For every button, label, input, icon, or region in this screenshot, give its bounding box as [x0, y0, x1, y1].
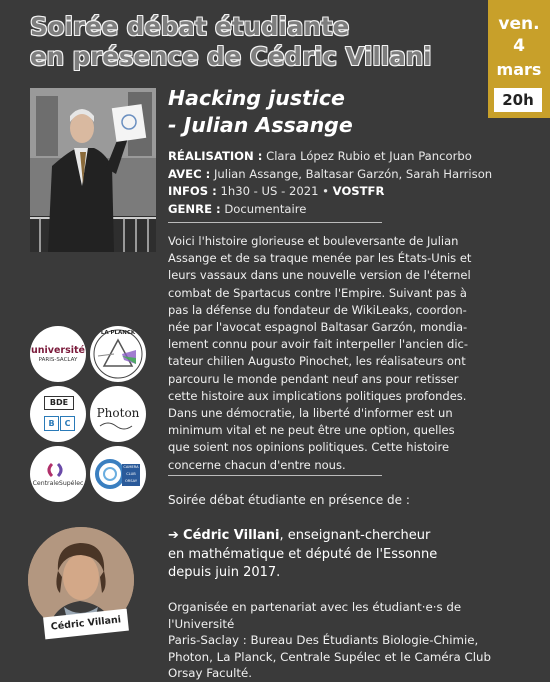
- divider-top: [168, 222, 382, 223]
- logo-text-universite: université: [31, 345, 85, 356]
- guest-description: [168, 527, 508, 583]
- guest-line-1: [168, 527, 508, 546]
- logo-camera-club: [90, 446, 146, 502]
- date-box: [488, 0, 550, 118]
- logo-centralesupelec: [30, 446, 86, 502]
- synopsis: [168, 233, 508, 474]
- logo-text-camera-1: CAMERA: [123, 465, 139, 469]
- synopsis-line: que soient nos opinions politiques. Cette histoire: [168, 440, 450, 455]
- synopsis-line: minimum vital et ne peut être une option, quelles: [168, 423, 455, 438]
- guest-role: , enseignant-chercheur: [279, 528, 431, 543]
- org-line-2: Paris-Saclay : Bureau Des Étudiants Biologie-Chimie,: [168, 633, 479, 647]
- headline-line-2: en présence de Cédric Villani: [30, 42, 432, 71]
- credit-genre: [168, 201, 492, 219]
- synopsis-line: leurs vassaux dans une nouvelle version de l'éternel: [168, 268, 471, 283]
- logo-text-camera-2: CLUB: [126, 472, 136, 476]
- logo-text-photon: Photon: [96, 406, 140, 420]
- time-badge: 20h: [494, 88, 542, 112]
- synopsis-line: tateur chilien Augusto Pinochet, les réalisateurs ont: [168, 354, 466, 369]
- synopsis-line: Assange et de sa traque menée par les États-Unis et: [168, 251, 472, 266]
- credit-avec: [168, 166, 492, 184]
- guest-name: Cédric Villani: [183, 528, 280, 543]
- genre-label: GENRE :: [168, 201, 221, 216]
- film-title: [168, 85, 353, 139]
- logo-la-planck: [90, 326, 146, 382]
- logo-text-b: B: [44, 416, 59, 431]
- genre-value: Documentaire: [224, 201, 307, 216]
- synopsis-line: pas la défense du fondateur de WikiLeaks, coordon-: [168, 302, 467, 317]
- date-month: mars: [496, 60, 542, 79]
- synopsis-line: concerne chacun d'entre nous.: [168, 457, 346, 472]
- logo-text-centrale: CentraleSupélec: [32, 480, 84, 487]
- synopsis-line: Dans une démocratie, la liberté d'informer est un: [168, 406, 453, 421]
- event-intro: Soirée débat étudiante en présence de :: [168, 493, 410, 507]
- credit-infos: [168, 183, 492, 201]
- synopsis-line: lement connu pour avoir fait interpeller l'ancien dic-: [168, 337, 469, 352]
- divider-bottom: [168, 475, 382, 476]
- villani-name-badge: Cédric Villani: [43, 609, 129, 640]
- date-weekday: ven.: [498, 14, 540, 34]
- wave-icon: [90, 386, 146, 442]
- avec-value: Julian Assange, Baltasar Garzón, Sarah Harrison: [213, 166, 493, 181]
- headline-line-1: Soirée débat étudiante: [30, 12, 350, 41]
- org-line-3: Photon, La Planck, Centrale Supélec et le Caméra Club: [168, 649, 491, 664]
- film-photo: [30, 88, 156, 252]
- film-title-line-1: Hacking justice: [168, 86, 345, 110]
- synopsis-line: parcouru le monde pendant neuf ans pour retisser: [168, 371, 459, 386]
- guest-line-3: depuis juin 2017.: [168, 565, 281, 580]
- page-headline: [30, 12, 490, 72]
- infos-vost: VOSTFR: [332, 184, 385, 198]
- infos-bullet: •: [322, 184, 329, 198]
- logo-photon: [90, 386, 146, 442]
- org-line-4: Orsay Faculté.: [168, 666, 253, 680]
- infos-value: 1h30 - US - 2021: [220, 184, 319, 198]
- date-day: 4: [513, 36, 525, 56]
- arrow-icon: ➔: [168, 528, 179, 543]
- avec-label: AVEC :: [168, 166, 211, 181]
- logo-text-c: C: [60, 416, 75, 431]
- logo-text-camera: [122, 464, 140, 485]
- logo-universite-paris-saclay: [30, 326, 86, 382]
- credit-realisation: [168, 148, 492, 166]
- film-credits: [168, 148, 492, 218]
- logo-bde-bc: [30, 386, 86, 442]
- logo-text-camera-3: ORSAY: [124, 479, 138, 483]
- assange-photo-illustration: [30, 88, 156, 252]
- logo-text-bde: BDE: [44, 396, 74, 410]
- synopsis-line: combat de Spartacus contre l'Empire. Suivant pas à: [168, 285, 467, 300]
- logo-text-laplanck: LA PLANCK: [100, 330, 136, 336]
- synopsis-line: Voici l'histoire glorieuse et bouleversante de Julian: [168, 234, 459, 248]
- organizers: [168, 599, 508, 682]
- infos-label: INFOS :: [168, 184, 217, 198]
- org-line-1: Organisée en partenariat avec les étudiant·e·s de l'Université: [168, 600, 462, 631]
- film-title-line-2: - Julian Assange: [168, 113, 353, 137]
- synopsis-line: cette histoire aux implications politiques profondes.: [168, 388, 467, 403]
- guest-line-2: en mathématique et député de l'Essonne: [168, 546, 438, 562]
- centrale-icon: [30, 446, 86, 502]
- realisation-value: Clara López Rubio et Juan Pancorbo: [266, 149, 472, 163]
- logo-text-paris-saclay: PARIS-SACLAY: [38, 357, 78, 363]
- synopsis-line: née par l'avocat espagnol Baltasar Garzón, mondia-: [168, 320, 468, 335]
- realisation-label: RÉALISATION :: [168, 149, 263, 163]
